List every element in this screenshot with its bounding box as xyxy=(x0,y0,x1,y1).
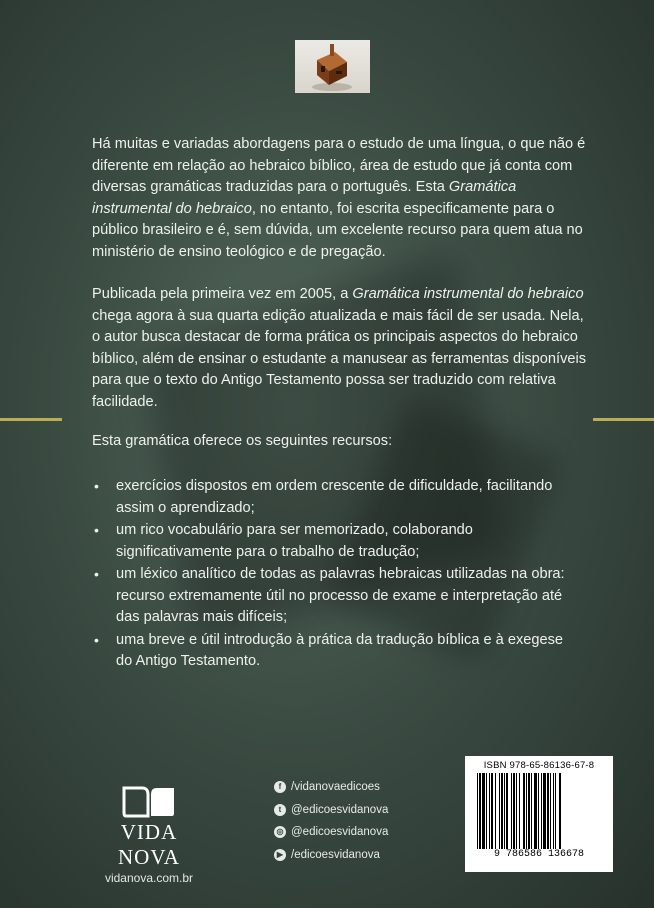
bullet-icon: • xyxy=(94,566,99,582)
twitter-icon: t xyxy=(274,804,286,816)
description-paragraph-2: Publicada pela primeira vez em 2005, a Gramática instrumental do hebraico chega agora à sua quarta edição atualizada e mais fácil de ser usada. Nela, o autor busca destacar de forma prática os principais aspectos do hebraico bíblico, além de ensinar o estudante a manusear as ferramentas disponíveis para que o texto do Antigo Testamento possa ser traduzido com relativa facilidade. xyxy=(92,286,587,410)
barcode-bar xyxy=(511,773,512,849)
list-item: • um rico vocabulário para ser memorizado, colaborando significativamente para o trabalho de tradução; xyxy=(94,522,473,560)
barcode-bar xyxy=(513,773,515,849)
barcode-bar xyxy=(541,773,542,849)
facebook-icon: f xyxy=(274,781,286,793)
bullet-icon: • xyxy=(94,631,99,648)
social-link-instagram[interactable]: ◎ @edicoesvidanova xyxy=(274,821,388,844)
barcode-bar xyxy=(538,773,539,849)
barcode-bar xyxy=(531,773,532,849)
barcode-bar xyxy=(479,773,481,849)
barcode-bar xyxy=(501,773,503,849)
list-item: • um léxico analítico de todas as palavras hebraicas utilizadas na obra: recurso extremamente útil no processo de exame e interpretação até das palavras mais difíceis; xyxy=(94,566,565,625)
barcode-bar xyxy=(553,773,554,849)
accent-rule-right xyxy=(593,418,654,421)
isbn-digits: 9 786586 136678 xyxy=(493,849,584,860)
publisher-logo xyxy=(94,786,204,885)
barcode-bar xyxy=(506,773,508,849)
list-item: • uma breve e útil introdução à prática da tradução bíblica e à exegese do Antigo Testamento. xyxy=(94,631,564,669)
barcode-bar xyxy=(495,773,496,849)
isbn-barcode xyxy=(465,756,613,872)
instagram-icon: ◎ xyxy=(274,826,286,838)
dreidel-photo xyxy=(295,40,370,93)
barcode-bar xyxy=(555,773,556,849)
barcode-bar xyxy=(486,773,487,849)
barcode-bar xyxy=(491,773,493,849)
barcode-bar xyxy=(526,773,527,849)
social-link-facebook[interactable]: f /vidanovaedicoes xyxy=(274,776,388,799)
barcode-bar xyxy=(477,773,478,849)
youtube-icon: ▶ xyxy=(274,849,286,861)
barcode-bar xyxy=(528,773,530,849)
barcode-bar xyxy=(489,773,490,849)
publisher-url[interactable]: vidanova.com.br xyxy=(104,871,194,885)
barcode-bar xyxy=(504,773,505,849)
barcode-bar xyxy=(499,773,500,849)
barcode-bar xyxy=(523,773,525,849)
features-list xyxy=(92,476,572,674)
barcode-bar xyxy=(482,773,485,849)
list-item: • exercícios dispostos em ordem crescente de dificuldade, facilitando assim o aprendizado; xyxy=(94,478,553,516)
social-links xyxy=(274,776,388,866)
social-link-youtube[interactable]: ▶ /edicoesvidanova xyxy=(274,844,388,867)
barcode-bar xyxy=(543,773,546,849)
isbn-label: ISBN 978-65-86136-67-8 xyxy=(483,760,595,771)
book-title-italic: Gramática instrumental do hebraico xyxy=(92,179,517,217)
bullet-icon: • xyxy=(94,478,99,494)
features-intro: Esta gramática oferece os seguintes recursos: xyxy=(92,433,393,449)
barcode-bars xyxy=(473,773,605,849)
book-title-italic: Gramática instrumental do hebraico xyxy=(352,286,584,302)
social-link-twitter[interactable]: t @edicoesvidanova xyxy=(274,799,388,822)
barcode-bar xyxy=(519,773,520,849)
barcode-bar xyxy=(550,773,551,849)
barcode-bar xyxy=(534,773,537,849)
barcode-bar xyxy=(547,773,549,849)
description-paragraph-1: Há muitas e variadas abordagens para o estudo de uma língua, o que não é diferente em relação ao hebraico bíblico, área de estudo que já conta com diversas gramáticas traduzidas para o português. Esta Gramática instrumental do hebraico, no entanto, foi escrita especificamente para o público brasileiro e é, sem dúvida, um excelente recurso para quem atua no ministério de ensino teológico e de pregação. xyxy=(92,136,586,260)
vida-nova-book-icon xyxy=(120,786,178,818)
barcode-bar xyxy=(516,773,517,849)
accent-rule-left xyxy=(0,418,62,421)
barcode-bar xyxy=(559,773,561,849)
bullet-icon: • xyxy=(94,522,99,538)
publisher-name: VIDA NOVA xyxy=(118,820,180,869)
